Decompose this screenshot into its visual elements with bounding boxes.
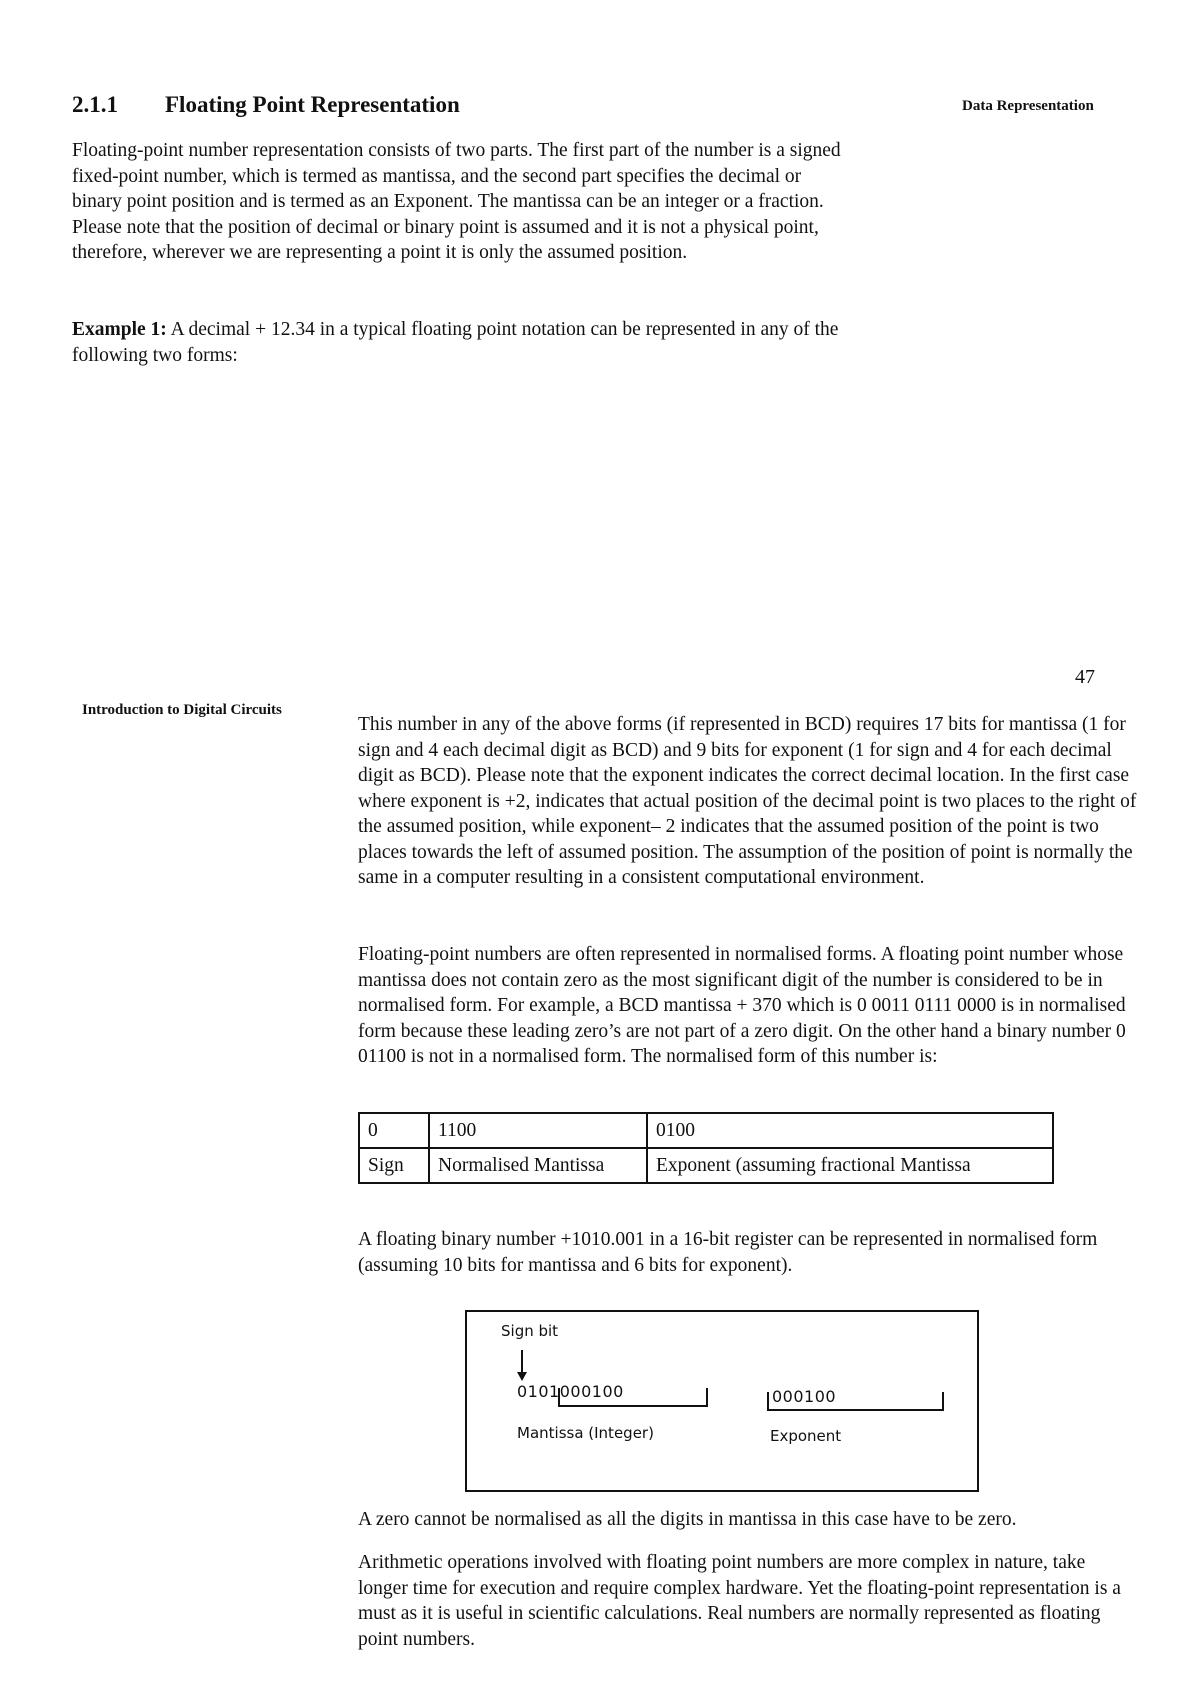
sign-bit-arrow-head bbox=[517, 1372, 527, 1381]
arithmetic-paragraph: Arithmetic operations involved with floating point numbers are more complex in nature, take longer time for execution and require complex hardware. Yet the floating-point representation is a must as it is useful in scientific calculations. Real numbers are normally represented as floating point numbers. bbox=[358, 1552, 1121, 1650]
sidebar-title: Introduction to Digital Circuits bbox=[82, 702, 282, 718]
page-number: 47 bbox=[1075, 666, 1095, 688]
table-row bbox=[359, 1113, 1053, 1148]
table-cell: Normalised Mantissa bbox=[429, 1148, 647, 1183]
normalised-paragraph: Floating-point numbers are often represented in normalised forms. A floating point number whose mantissa does not contain zero as the most significant digit of the number is considered to be in normalised form. For example, a BCD mantissa + 370 which is 0 0011 0111 0000 is in normalised form because these leading zero’s are not part of a zero digit. On the other hand a binary number 0 01100 is not in a normalised form. The normalised form of this number is: bbox=[358, 944, 1126, 1067]
register-paragraph: A floating binary number +1010.001 in a 16-bit register can be represented in normalised form (assuming 10 bits for mantissa and 6 bits for exponent). bbox=[358, 1229, 1098, 1276]
example-label: Example 1: bbox=[72, 319, 167, 340]
intro-paragraph: Floating-point number representation consists of two parts. The first part of the number is a signed fixed-point number, which is termed as mantissa, and the second part specifies the decimal or binary point position and is termed as an Exponent. The mantissa can be an integer or a fraction. Please note that the position of decimal or binary point is assumed and it is not a physical point, therefore, wherever we are representing a point it is only the assumed position. bbox=[72, 140, 841, 263]
section-title: Floating Point Representation bbox=[165, 92, 460, 117]
table-row bbox=[359, 1148, 1053, 1183]
mantissa-bits: 0101000100 bbox=[517, 1382, 624, 1401]
table-cell: 0100 bbox=[647, 1113, 1053, 1148]
example-text: A decimal + 12.34 in a typical floating point notation can be represented in any of the following two forms: bbox=[72, 319, 839, 366]
exponent-bits: 000100 bbox=[772, 1387, 837, 1406]
running-title: Data Representation bbox=[962, 98, 1094, 114]
exponent-label: Exponent bbox=[770, 1427, 842, 1445]
table-cell: Sign bbox=[359, 1148, 429, 1183]
zero-paragraph: A zero cannot be normalised as all the digits in mantissa in this case have to be zero. bbox=[358, 1509, 1017, 1530]
register-diagram bbox=[465, 1310, 979, 1492]
table-cell: Exponent (assuming fractional Mantissa bbox=[647, 1148, 1053, 1183]
example-paragraph bbox=[72, 317, 872, 368]
bcd-paragraph: This number in any of the above forms (if represented in BCD) requires 17 bits for mantissa (1 for sign and 4 each decimal digit as BCD) and 9 bits for exponent (1 for sign and 4 for each decimal digit as BCD). Please note that the exponent indicates the correct decimal location. In the first case where exponent is +2, indicates that actual position of the decimal point is two places to the right of the assumed position, while exponent– 2 indicates that the assumed position of the point is two places towards the left of assumed position. The assumption of the position of point is normally the same in a computer resulting in a consistent computational environment. bbox=[358, 714, 1137, 888]
table-cell: 0 bbox=[359, 1113, 429, 1148]
mantissa-label: Mantissa (Integer) bbox=[517, 1424, 654, 1442]
table-cell: 1100 bbox=[429, 1113, 647, 1148]
section-number: 2.1.1 bbox=[72, 92, 118, 117]
normalised-form-table bbox=[358, 1112, 1054, 1184]
sign-bit-label: Sign bit bbox=[501, 1322, 559, 1340]
